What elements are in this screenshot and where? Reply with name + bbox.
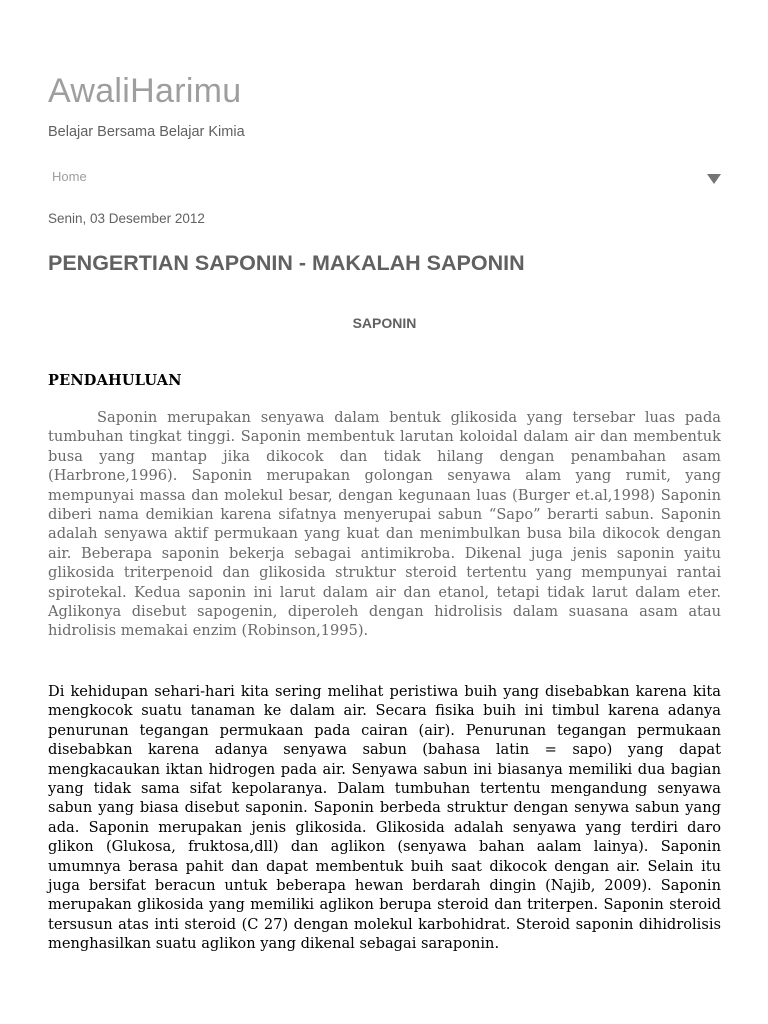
blog-title[interactable]: AwaliHarimu [48, 72, 242, 110]
post-paragraph: Di kehidupan sehari-hari kita sering melihat peristiwa buih yang disebabkan karena kita mengkocok suatu tanaman ke dalam air. Secara fisika buih ini timbul karena adanya penurunan tegangan permukaan pada cairan (air). Penurunan tegangan permukaan disebabkan karena adanya senyawa sabun (bahasa latin = sapo) yang dapat mengkacaukan iktan hidrogen pada air. Senyawa sabun ini biasanya memiliki dua bagian yang tidak sama sifat kepolaranya. Dalam tumbuhan tertentu mengandung senyawa sabun yang biasa disebut saponin. Saponin berbeda struktur dengan senywa sabun yang ada. Saponin merupakan jenis glikosida. Glikosida adalah senyawa yang terdiri daro glikon (Glukosa, fruktosa,dll) dan aglikon (senyawa bahan aalam lainya). Saponin umumnya berasa pahit dan dapat membentuk buih saat dikocok dengan air. Selain itu juga bersifat beracun untuk beberapa hewan berdarah dingin (Najib, 2009). Saponin merupakan glikosida yang memiliki aglikon berupa steroid dan triterpen. Saponin steroid tersusun atas inti steroid (C 27) dengan molekul karbohidrat. Steroid saponin dihidrolisis menghasilkan suatu aglikon yang dikenal sebagai saraponin. [48, 683, 721, 953]
post-title: PENGERTIAN SAPONIN - MAKALAH SAPONIN [48, 251, 525, 275]
triangle-down-icon[interactable] [707, 174, 721, 184]
post-date: Senin, 03 Desember 2012 [48, 211, 205, 226]
section-heading: PENDAHULUAN [48, 372, 182, 389]
blog-description: Belajar Bersama Belajar Kimia [48, 124, 245, 140]
post-paragraph: Saponin merupakan senyawa dalam bentuk glikosida yang tersebar luas pada tumbuhan tingkat tinggi. Saponin membentuk larutan koloidal dalam air dan membentuk busa yang mantap jika dikocok dan tidak hilang dengan penambahan asam (Harbrone,1996). Saponin merupakan golongan senyawa alam yang rumit, yang mempunyai massa dan molekul besar, dengan kegunaan luas (Burger et.al,1998) Saponin diberi nama demikian karena sifatnya menyerupai sabun “Sapo” berarti sabun. Saponin adalah senyawa aktif permukaan yang kuat dan menimbulkan busa bila dikocok dengan air. Beberapa saponin bekerja sebagai antimikroba. Dikenal juga jenis saponin yaitu glikosida triterpenoid dan glikosida struktur steroid tertentu yang mempunyai rantai spirotekal. Kedua saponin ini larut dalam air dan etanol, tetapi tidak larut dalam eter. Aglikonya disebut sapogenin, diperoleh dengan hidrolisis dalam suasana asam atau hidrolisis memakai enzim (Robinson,1995). [48, 409, 721, 640]
post-subtitle: SAPONIN [352, 315, 417, 331]
nav-home-link[interactable]: Home [52, 169, 87, 184]
